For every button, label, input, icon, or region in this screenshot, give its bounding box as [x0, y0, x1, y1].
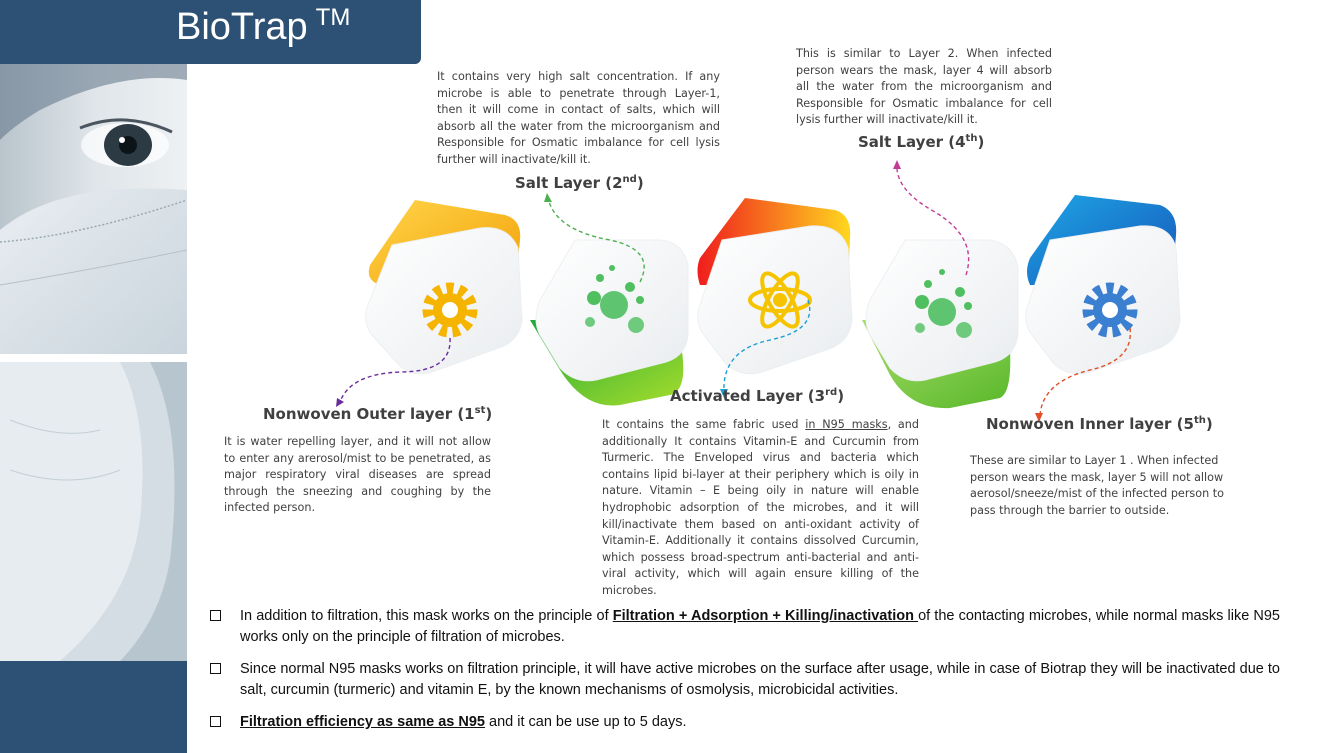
layer-2-description: It contains very high salt concentration. If any microbe is able to penetrate through Layer-1, then it will come in contact of salts, which will absorb all the water from the microorganism and Responsible for Osmatic imbalance for cell lysis further will inactivate/kill it. — [437, 70, 720, 166]
checkbox-bullet-icon — [210, 663, 221, 674]
layer-3-desc-underlined: in N95 masks — [805, 418, 888, 431]
layer-5-title — [986, 415, 1213, 433]
arrowhead-layer-4 — [893, 160, 901, 169]
layer-1-close: ) — [485, 405, 493, 423]
layer-4-name: Salt Layer (4 — [858, 133, 966, 151]
bullet-3-rest: and it can be use up to 5 days. — [485, 714, 687, 730]
hex-layer-5 — [1026, 195, 1180, 374]
layer-2-title — [515, 174, 644, 192]
layer-3-close: ) — [837, 387, 845, 405]
layer-3-title — [670, 387, 844, 405]
layer-3-ordinal: rd — [825, 387, 838, 398]
layer-3-name: Activated Layer (3 — [670, 387, 826, 405]
bullet-1-highlight: Filtration + Adsorption + Killing/inactivation — [612, 608, 919, 624]
bullet-efficiency — [240, 712, 1280, 733]
trademark-mark: TM — [315, 4, 351, 31]
checkbox-bullet-icon — [210, 716, 221, 727]
layer-3-desc-start: It contains the same fabric used — [602, 418, 806, 431]
layer-2-close: ) — [636, 174, 644, 192]
arrowhead-layer-2 — [544, 193, 552, 202]
hex-layer-4 — [862, 240, 1018, 408]
layer-3-desc-rest: , and additionally It contains Vitamin-E and Curcumin from Turmeric. The Enveloped virus and bacteria which contains lipid bi-layer at their periphery which is oily in nature. Vitamin – E being oily in nature will enable hydrophobic adsorption of the microbes, and it will kill/inactivate them based on anti-oxidant activity of Vitamin-E. Additionally it contains dissolved Curcumin, which possess broad-spectrum anti-bacterial and anti-viral activity, which will again ensure killing of the microbes. — [602, 418, 919, 597]
hex-layer-2 — [530, 240, 688, 406]
layer-2-ordinal: nd — [622, 174, 637, 185]
hex-layer-3 — [698, 198, 853, 374]
bullet-principle — [240, 606, 1280, 648]
layer-5-close: ) — [1205, 415, 1213, 433]
layer-4-ordinal: th — [965, 133, 978, 144]
layer-4-description: This is similar to Layer 2. When infected person wears the mask, layer 4 will absorb all the water from the microorganism and Responsible for Osmatic imbalance for cell lysis further will inactivate/kill it. — [796, 47, 1052, 127]
bullet-1-rest: of the contacting microbes, while normal masks like N95 works only on the principle of filtration of microbes. — [240, 608, 1280, 645]
layer-1-name: Nonwoven Outer layer (1 — [263, 405, 475, 423]
layer-5-name: Nonwoven Inner layer (5 — [986, 415, 1194, 433]
layer-1-ordinal: st — [474, 405, 486, 416]
layer-3-description — [602, 417, 919, 600]
hex-layer-1 — [366, 200, 522, 374]
layer-5-description: These are similar to Layer 1 . When infected person wears the mask, layer 5 will not allow aerosol/sneeze/mist of the infected person to pass through the barrier to outside. — [970, 454, 1224, 517]
layer-1-title — [263, 405, 492, 423]
layer-4-title — [858, 133, 984, 151]
layer-2-name: Salt Layer (2 — [515, 174, 623, 192]
bullet-2-text: Since normal N95 masks works on filtration principle, it will have active microbes on the surface after usage, while in case of Biotrap they will be inactivated due to salt, curcumin (turmeric) and vitamin E, by the known mechanisms of osmolysis, microbicidal activities. — [240, 661, 1280, 698]
layer-1-description: It is water repelling layer, and it will not allow to enter any arerosol/mist to be penetrated, as major respiratory viral diseases are spread through the sneezing and coughing by the infected person. — [224, 435, 491, 515]
checkbox-bullet-icon — [210, 610, 221, 621]
title-text: BioTrap — [176, 6, 308, 48]
layer-4-close: ) — [977, 133, 985, 151]
bullet-comparison — [240, 659, 1280, 701]
bullet-1-start: In addition to filtration, this mask works on the principle of — [240, 608, 613, 624]
bullet-3-highlight: Filtration efficiency as same as N95 — [240, 714, 485, 730]
layer-5-ordinal: th — [1193, 415, 1206, 426]
